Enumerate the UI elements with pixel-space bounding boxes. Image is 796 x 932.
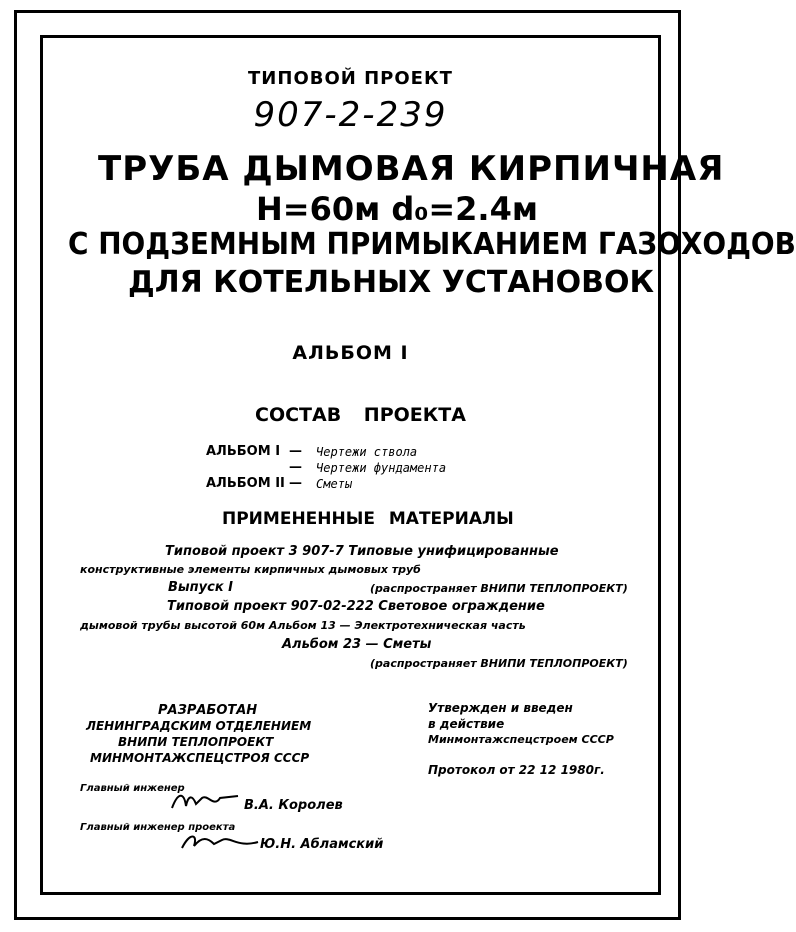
materials-line-5: Типовой проект 907-02-222 Световое ограждение (167, 599, 545, 614)
developer-line-1: РАЗРАБОТАН (158, 703, 258, 718)
title-line-1: ТРУБА ДЫМОВАЯ КИРПИЧНАЯ (98, 149, 725, 189)
composition-row-3-text: Сметы (316, 477, 353, 491)
composition-row-2-dash: — (289, 460, 302, 475)
type-label: ТИПОВОЙ ПРОЕКТ (248, 68, 453, 89)
developer-line-3: ВНИПИ ТЕПЛОПРОЕКТ (118, 735, 274, 749)
approval-line-1: Утвержден и введен (428, 701, 573, 715)
project-chief-signature (178, 830, 260, 854)
composition-row-2-text: Чертежи фундамента (316, 461, 447, 475)
composition-row-3-album: АЛЬБОМ II (206, 476, 285, 491)
chief-engineer-name: В.А. Королев (244, 798, 343, 813)
materials-line-6: дымовой трубы высотой 60м Альбом 13 — Электротехническая часть (80, 619, 526, 632)
composition-row-1-text: Чертежи ствола (316, 445, 418, 459)
developer-line-2: ЛЕНИНГРАДСКИМ ОТДЕЛЕНИЕМ (86, 719, 312, 733)
materials-line-7: Альбом 23 — Сметы (282, 637, 432, 652)
composition-heading: СОСТАВ ПРОЕКТА (255, 404, 466, 426)
project-number: 907-2-239 (253, 95, 448, 135)
project-chief-label: Главный инженер проекта (80, 822, 236, 833)
approval-line-3: Минмонтажспецстроем СССР (428, 733, 614, 746)
composition-row-1-dash: — (289, 444, 302, 459)
composition-row-3-dash: — (289, 476, 302, 491)
materials-line-1: Типовой проект 3 907-7 Типовые унифицированные (165, 544, 559, 559)
album-label: АЛЬБОМ I (292, 342, 409, 364)
developer-line-4: МИНМОНТАЖСПЕЦСТРОЯ СССР (90, 751, 310, 765)
title-line-2: Н=60м d₀=2.4м (256, 190, 538, 228)
chief-engineer-signature (168, 788, 240, 814)
materials-line-4: (распространяет ВНИПИ ТЕПЛОПРОЕКТ) (370, 582, 628, 595)
materials-line-2: конструктивные элементы кирпичных дымовых труб (80, 563, 421, 576)
project-chief-name: Ю.Н. Абламский (260, 837, 384, 852)
title-line-3: С ПОДЗЕМНЫМ ПРИМЫКАНИЕМ ГАЗОХОДОВ (68, 227, 796, 262)
approval-line-2: в действие (428, 717, 505, 731)
materials-line-3: Выпуск I (168, 580, 234, 595)
title-line-4: ДЛЯ КОТЕЛЬНЫХ УСТАНОВОК (128, 265, 655, 300)
materials-line-8: (распространяет ВНИПИ ТЕПЛОПРОЕКТ) (370, 657, 628, 670)
chief-engineer-label: Главный инженер (80, 783, 185, 794)
materials-heading: ПРИМЕНЕННЫЕ МАТЕРИАЛЫ (222, 509, 514, 529)
approval-protocol: Протокол от 22 12 1980г. (428, 763, 605, 777)
composition-row-1-album: АЛЬБОМ I (206, 444, 281, 459)
